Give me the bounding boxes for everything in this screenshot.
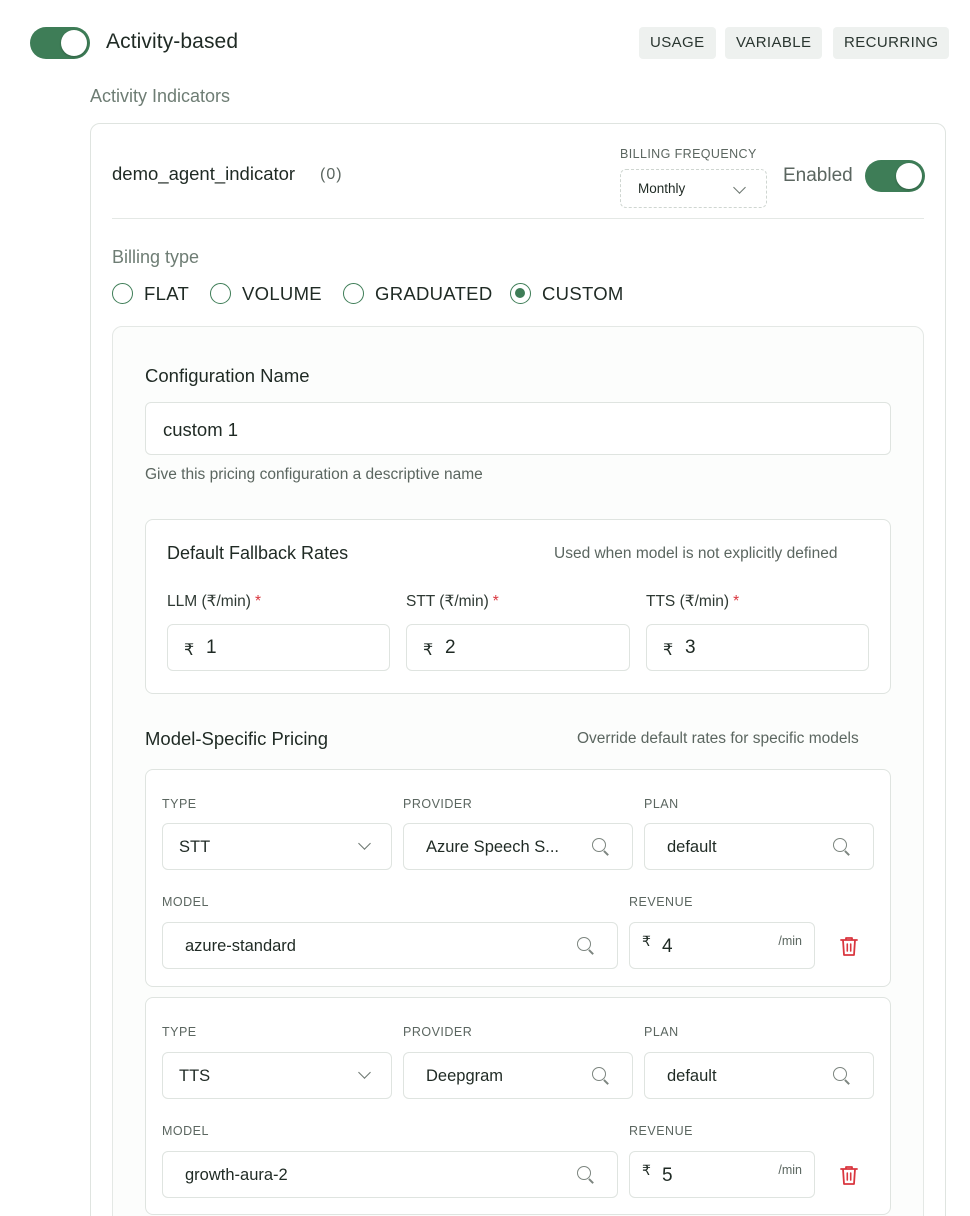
tag-variable: VARIABLE	[725, 27, 822, 59]
trash-icon[interactable]	[839, 935, 859, 957]
currency-symbol: ₹	[642, 933, 651, 949]
fallback-rates-title: Default Fallback Rates	[167, 543, 349, 563]
indicator-enabled-toggle[interactable]	[865, 160, 925, 192]
model-value: growth-aura-2	[185, 1166, 288, 1184]
plan-value: default	[667, 838, 717, 856]
provider-value: Deepgram	[426, 1067, 504, 1085]
revenue-unit: /min	[778, 934, 802, 948]
revenue-unit: /min	[778, 1163, 802, 1177]
stt-rate-label: STT (₹/min) *	[406, 593, 499, 610]
llm-rate-value: 1	[206, 637, 217, 658]
indicator-name: demo_agent_indicator	[112, 163, 296, 184]
billing-frequency-value: Monthly	[638, 181, 686, 196]
toggle-knob	[61, 30, 87, 56]
fallback-rates-note: Used when model is not explicitly defined	[554, 545, 838, 562]
provider-label: PROVIDER	[403, 1025, 473, 1039]
provider-search[interactable]	[403, 1052, 633, 1099]
revenue-value: 4	[662, 936, 673, 957]
provider-value: Azure Speech S...	[426, 838, 559, 856]
billing-frequency-select[interactable]	[620, 169, 767, 208]
billing-frequency-label: BILLING FREQUENCY	[620, 147, 757, 161]
model-pricing-title: Model-Specific Pricing	[145, 728, 329, 749]
tag-usage: USAGE	[639, 27, 716, 59]
radio-label-graduated[interactable]: GRADUATED	[375, 283, 493, 304]
billing-type-label: Billing type	[112, 247, 200, 267]
activity-based-toggle[interactable]	[30, 27, 90, 59]
type-label: TYPE	[162, 1025, 197, 1039]
divider	[112, 218, 924, 219]
search-icon	[577, 1166, 595, 1184]
search-icon	[592, 1067, 610, 1085]
type-value: TTS	[179, 1067, 211, 1085]
search-icon	[577, 937, 595, 955]
type-select[interactable]	[162, 1052, 392, 1099]
configuration-name-label: Configuration Name	[145, 365, 310, 386]
search-icon	[833, 1067, 851, 1085]
page-title: Activity-based	[106, 30, 239, 53]
radio-label-flat[interactable]: FLAT	[144, 283, 190, 304]
plan-search[interactable]	[644, 823, 874, 870]
revenue-input[interactable]	[629, 922, 815, 969]
model-pricing-row	[145, 997, 891, 1215]
model-pricing-note: Override default rates for specific models	[577, 730, 859, 747]
model-value: azure-standard	[185, 937, 296, 955]
tts-rate-value: 3	[685, 637, 696, 658]
configuration-name-input[interactable]	[145, 402, 891, 455]
radio-flat[interactable]	[112, 283, 133, 304]
indicator-count: (0)	[320, 166, 343, 183]
chevron-down-icon	[358, 837, 371, 850]
search-icon	[592, 838, 610, 856]
enabled-label: Enabled	[783, 165, 853, 186]
llm-rate-label: LLM (₹/min) *	[167, 593, 261, 610]
model-label: MODEL	[162, 895, 209, 909]
configuration-name-value: custom 1	[163, 419, 239, 440]
radio-custom[interactable]	[510, 283, 531, 304]
plan-search[interactable]	[644, 1052, 874, 1099]
model-label: MODEL	[162, 1124, 209, 1138]
currency-symbol: ₹	[423, 642, 434, 659]
currency-symbol: ₹	[184, 642, 195, 659]
radio-label-volume[interactable]: VOLUME	[242, 283, 322, 304]
type-select[interactable]	[162, 823, 392, 870]
tts-rate-input[interactable]	[646, 624, 869, 671]
plan-label: PLAN	[644, 797, 679, 811]
radio-graduated[interactable]	[343, 283, 364, 304]
revenue-value: 5	[662, 1165, 673, 1186]
stt-rate-input[interactable]	[406, 624, 630, 671]
provider-label: PROVIDER	[403, 797, 473, 811]
configuration-name-help: Give this pricing configuration a descriptive name	[145, 466, 483, 483]
tag-recurring: RECURRING	[833, 27, 949, 59]
chevron-down-icon	[358, 1066, 371, 1079]
tts-rate-label: TTS (₹/min) *	[646, 593, 740, 610]
revenue-label: REVENUE	[629, 895, 693, 909]
llm-rate-input[interactable]	[167, 624, 390, 671]
revenue-label: REVENUE	[629, 1124, 693, 1138]
revenue-input[interactable]	[629, 1151, 815, 1198]
plan-label: PLAN	[644, 1025, 679, 1039]
currency-symbol: ₹	[642, 1162, 651, 1178]
model-pricing-row	[145, 769, 891, 987]
toggle-knob	[896, 163, 922, 189]
model-search[interactable]	[162, 922, 618, 969]
radio-label-custom[interactable]: CUSTOM	[542, 283, 624, 304]
stt-rate-value: 2	[445, 637, 456, 658]
provider-search[interactable]	[403, 823, 633, 870]
search-icon	[833, 838, 851, 856]
model-search[interactable]	[162, 1151, 618, 1198]
section-title: Activity Indicators	[90, 86, 231, 106]
trash-icon[interactable]	[839, 1164, 859, 1186]
type-value: STT	[179, 838, 211, 856]
radio-volume[interactable]	[210, 283, 231, 304]
plan-value: default	[667, 1067, 717, 1085]
chevron-down-icon	[733, 181, 746, 194]
currency-symbol: ₹	[663, 642, 674, 659]
type-label: TYPE	[162, 797, 197, 811]
